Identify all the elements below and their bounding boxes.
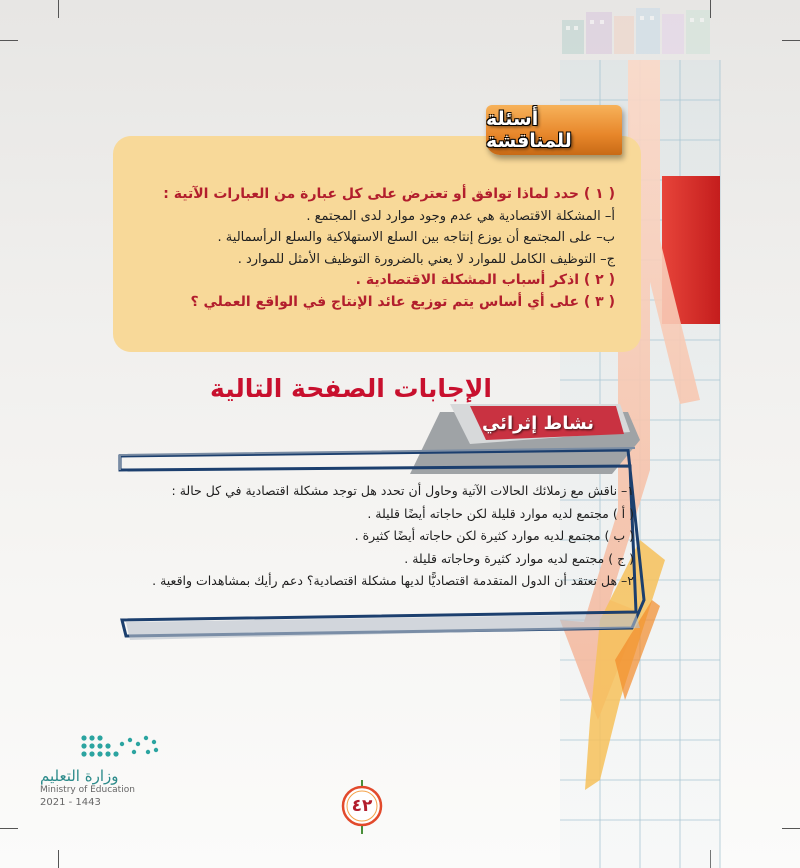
discussion-item-b: ب– على المجتمع أن يوزع إنتاجه بين السلع الاستهلاكية والسلع الرأسمالية . [217,230,615,245]
enrichment-title: نشاط إثرائي [481,412,595,434]
discussion-question-2: ( ٢ ) اذكر أسباب المشكلة الاقتصادية . [355,272,615,288]
discussion-box [113,136,641,352]
ministry-name-en: Ministry of Education [40,785,135,795]
discussion-item-c: ج– التوظيف الكامل للموارد لا يعني بالضرورة التوظيف الأمثل للموارد . [237,251,615,267]
discussion-title: أسئلة للمناقشة [486,108,572,152]
discussion-question-3: ( ٣ ) على أي أساس يتم توزيع عائد الإنتاج في الواقع العملي ؟ [190,293,615,310]
activity-line-1: ١– ناقش مع زملائك الحالات الآتية وحاول أن تحدد هل توجد مشكلة اقتصادية في كل حالة : [171,483,634,498]
ministry-name-ar: وزارة التعليم [40,767,119,785]
discussion-question-1: ( ١ ) حدد لماذا توافق أو تعترض على كل عبارة من العبارات الآتية : [163,186,615,202]
activity-line-b: ( ب ) مجتمع لديه موارد كثيرة لكن حاجاته أيضًا كثيرة . [354,528,634,543]
activity-line-2: ٢– هل تعتقد أن الدول المتقدمة اقتصاديًّا لديها مشكلة اقتصادية؟ دعم رأيك بمشاهدات واقعية . [152,573,634,588]
skyline-graphic [562,8,710,54]
ministry-year: 2021 - 1443 [40,797,101,808]
enrichment-activity [118,470,642,610]
discussion-title-tab [486,105,622,155]
activity-line-c: ( ج ) مجتمع لديه موارد كثيرة وحاجاته قليلة . [404,550,634,566]
discussion-item-a: أ– المشكلة الاقتصادية هي عدم وجود موارد لدى المجتمع . [306,208,615,224]
answers-next-page-title: الإجابات الصفحة التالية [210,374,492,403]
page-number: ٤٢ [351,796,373,816]
ministry-logo-dots [81,735,158,756]
activity-line-a: ( أ ) مجتمع لديه موارد قليلة لكن حاجاته أيضًا قليلة . [367,505,634,521]
